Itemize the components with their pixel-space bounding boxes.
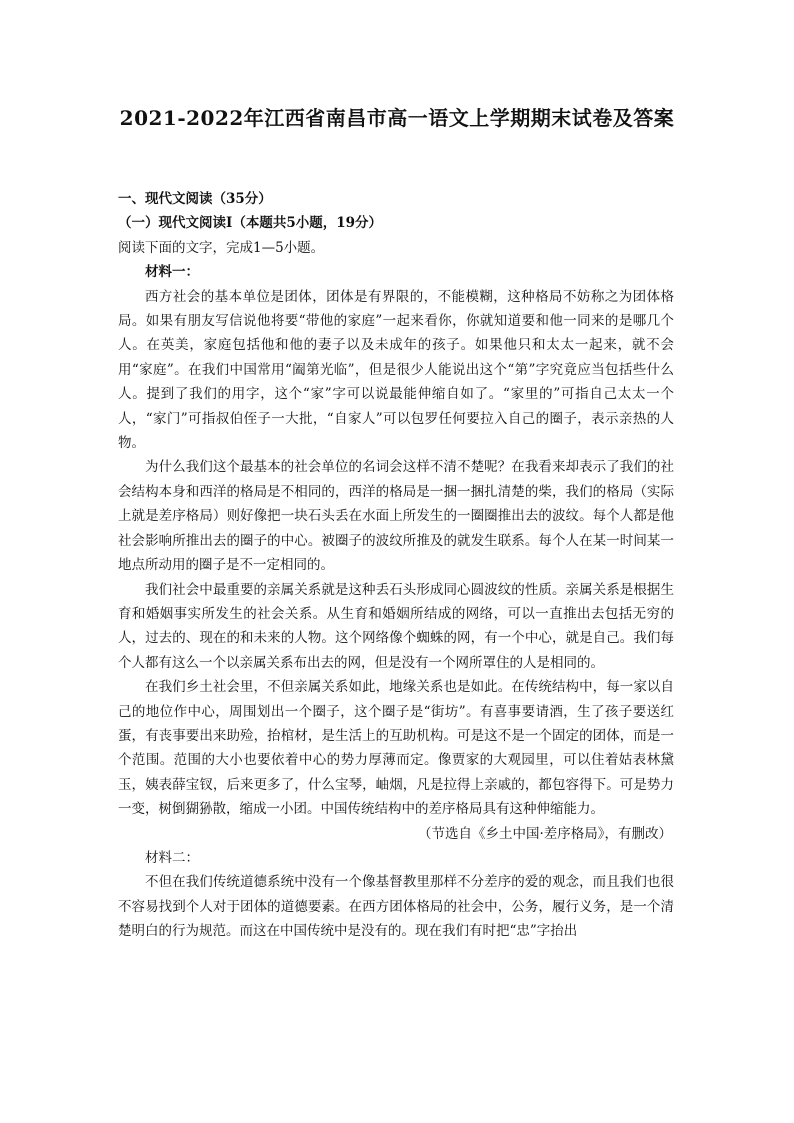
material-one-paragraph: 为什么我们这个最基本的社会单位的名词会这样不清不楚呢？在我看来却表示了我们的社会结构本身和西洋的格局是不相同的，西洋的格局是一捆一捆扎清楚的柴，我们的格局（实际上就是差序格局）则好像把一块石头丢在水面上所发生的一圈圈推出去的波纹。每个人都是他社会影响所推出去的圈子的中心。被圈子的波纹所推及的就发生联系。每个人在某一时间某一地点所动用的圈子是不一定相同的。	[118, 459, 674, 574]
material-one-source: （节选自《乡土中国·差序格局》，有删改）	[417, 825, 672, 842]
material-one-paragraph: 西方社会的基本单位是团体，团体是有界限的，不能模糊，这种格局不妨称之为团体格局。如果有朋友写信说他将要“带他的家庭”一起来看你，你就知道要和他一同来的是哪几个人。在英美，家庭包括他和他的妻子以及未成年的孩子。如果他只和太太一起来，就不会用“家庭”。在我们中国常用“阖第光临”，但是很少人能说出这个“第”字究竟应当包括些什么人。提到了我们的用字，这个“家”字可以说最能伸缩自如了。“家里的”可指自己太太一个人，“家门”可指叔伯侄子一大批，“自家人”可以包罗任何要拉入自己的圈子，表示亲热的人物。	[118, 288, 674, 452]
material-one-paragraph: 在我们乡土社会里，不但亲属关系如此，地缘关系也是如此。在传统结构中，每一家以自己的地位作中心，周围划出一个圈子，这个圈子是“街坊”。有喜事要请酒，生了孩子要送红蛋，有丧事要出来助殓，抬棺材，是生活上的互助机构。可是这不是一个固定的团体，而是一个范围。范围的大小也要依着中心的势力厚薄而定。像贾家的大观园里，可以住着姑表林黛玉，姨表薛宝钗，后来更多了，什么宝琴，岫烟，凡是拉得上亲戚的，都包容得下。可是势力一变，树倒猢狲散，缩成一小团。中国传统结构中的差序格局具有这种伸缩能力。	[118, 679, 674, 818]
section-heading: 一、现代文阅读（35分）	[118, 191, 272, 207]
material-two-label: 材料二：	[145, 849, 199, 866]
material-one-paragraph: 我们社会中最重要的亲属关系就是这种丢石头形成同心圆波纹的性质。亲属关系是根据生育和婚姻事实所发生的社会关系。从生育和婚姻所结成的网络，可以一直推出去包括无穷的人，过去的、现在的和未来的人物。这个网络像个蜘蛛的网，有一个中心，就是自己。我们每个人都有这么一个以亲属关系布出去的网，但是没有一个网所罩住的人是相同的。	[118, 581, 674, 671]
document-body	[118, 187, 674, 944]
subsection-heading: （一）现代文阅读Ⅰ（本题共5小题，19分）	[118, 215, 382, 232]
material-one-label: 材料一：	[145, 264, 199, 281]
material-two-paragraph: 不但在我们传统道德系统中没有一个像基督教里那样不分差序的爱的观念，而且我们也很不容易找到个人对于团体的道德要素。在西方团体格局的社会中，公务，履行义务，是一个清楚明白的行为规范。而这在中国传统中是没有的。现在我们有时把“忠”字抬出	[118, 874, 674, 940]
page-title: 2021-2022年江西省南昌市高一语文上学期期末试卷及答案	[119, 106, 675, 130]
reading-instruction: 阅读下面的文字，完成1—5小题。	[118, 239, 325, 256]
